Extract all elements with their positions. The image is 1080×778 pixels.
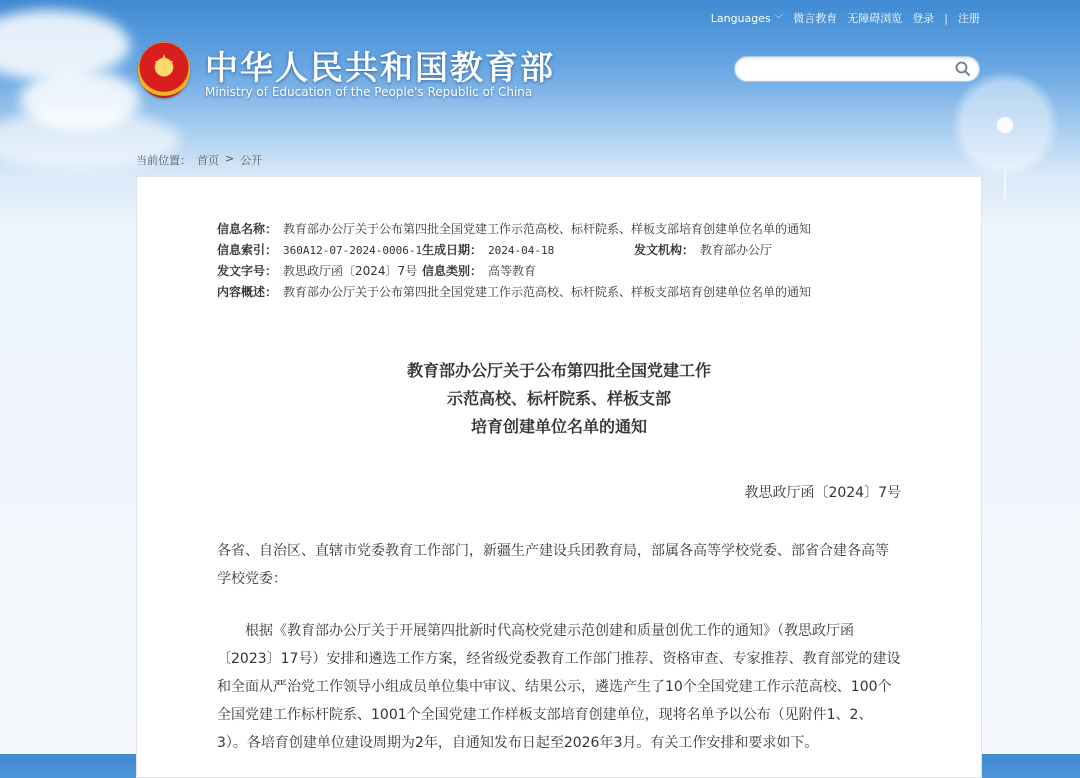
meta-row-docno [217, 261, 901, 282]
cloud-decoration [0, 10, 130, 80]
info-meta-table [217, 219, 901, 303]
meta-org [634, 240, 772, 261]
search-input[interactable] [745, 57, 959, 81]
document-number: 教思政厅函〔2024〕7号 [744, 485, 901, 501]
breadcrumb-label: 当前位置： [136, 154, 191, 167]
meta-row-name [217, 219, 901, 240]
document-title [137, 357, 981, 441]
national-emblem-icon[interactable] [138, 42, 190, 98]
chevron-down-icon: ﹀ [774, 14, 784, 25]
breadcrumb-arrow: > [225, 152, 235, 165]
meta-label: 生成日期： [422, 243, 483, 257]
meta-label: 信息索引： [217, 243, 278, 257]
breadcrumb [136, 152, 262, 168]
document-title-line: 示范高校、标杆院系、样板支部 [446, 389, 671, 408]
meta-label: 发文字号： [217, 264, 278, 278]
search-box [734, 56, 980, 82]
meta-category [422, 261, 536, 282]
search-icon[interactable] [955, 61, 971, 77]
languages-link[interactable] [711, 12, 784, 25]
link-separator: | [944, 11, 948, 25]
dandelion-stem [1004, 170, 1006, 200]
weibo-link[interactable]: 微言教育 [793, 12, 838, 25]
accessibility-link[interactable]: 无障碍浏览 [847, 12, 903, 25]
salutation: 各省、自治区、直辖市党委教育工作部门，新疆生产建设兵团教育局，部属各高等学校党委、部省合建各高等学校党委： [217, 543, 889, 587]
dandelion-decoration [950, 70, 1060, 180]
meta-value: 教育部办公厅 [700, 243, 773, 257]
meta-label: 信息名称： [217, 222, 278, 236]
meta-row-index [217, 240, 901, 261]
breadcrumb-home[interactable]: 首页 [197, 154, 219, 167]
register-link[interactable]: 注册 [958, 12, 980, 25]
meta-label: 发文机构： [634, 243, 695, 257]
languages-label: Languages [710, 11, 771, 25]
breadcrumb-current[interactable]: 公开 [240, 154, 263, 167]
content-panel [136, 176, 982, 778]
meta-value: 教思政厅函〔2024〕7号 [283, 264, 418, 278]
site-subtitle: Ministry of Education of the People's Republic of China [205, 85, 533, 99]
meta-label: 内容概述： [217, 285, 278, 299]
body-paragraph: 根据《教育部办公厅关于开展第四批新时代高校党建示范创建和质量创优工作的通知》（教思政厅函〔2023〕17号）安排和遴选工作方案，经省级党委教育工作部门推荐、资格审查、专家推荐、教育部党的建设和全面从严治党工作领导小组成员单位集中审议、结果公示，遴选产生了10个全国党建工作示范高校、100个全国党建工作标杆院系、1001个全国党建工作样板支部培育创建单位，现将名单予以公布（见附件1、2、3）。各培育创建单位建设周期为2年，自通知发布日起至2026年3月。有关工作安排和要求如下。 [217, 623, 901, 751]
top-links [711, 10, 980, 26]
meta-row-summary [217, 282, 901, 303]
meta-label: 信息类别： [422, 264, 483, 278]
document-title-line: 培育创建单位名单的通知 [470, 417, 647, 436]
emblem-star-icon [154, 54, 174, 76]
document-title-line: 教育部办公厅关于公布第四批全国党建工作 [406, 361, 711, 380]
site-title[interactable]: 中华人民共和国教育部 [205, 48, 555, 87]
meta-value: 2024-04-18 [488, 244, 555, 257]
meta-value: 教育部办公厅关于公布第四批全国党建工作示范高校、标杆院系、样板支部培育创建单位名单的通知 [283, 222, 812, 236]
meta-date [422, 240, 554, 261]
meta-value: 教育部办公厅关于公布第四批全国党建工作示范高校、标杆院系、样板支部培育创建单位名单的通知 [283, 285, 812, 299]
meta-value: 360A12-07-2024-0006-1 [283, 244, 423, 257]
meta-value: 高等教育 [488, 264, 537, 278]
login-link[interactable]: 登录 [912, 12, 935, 25]
